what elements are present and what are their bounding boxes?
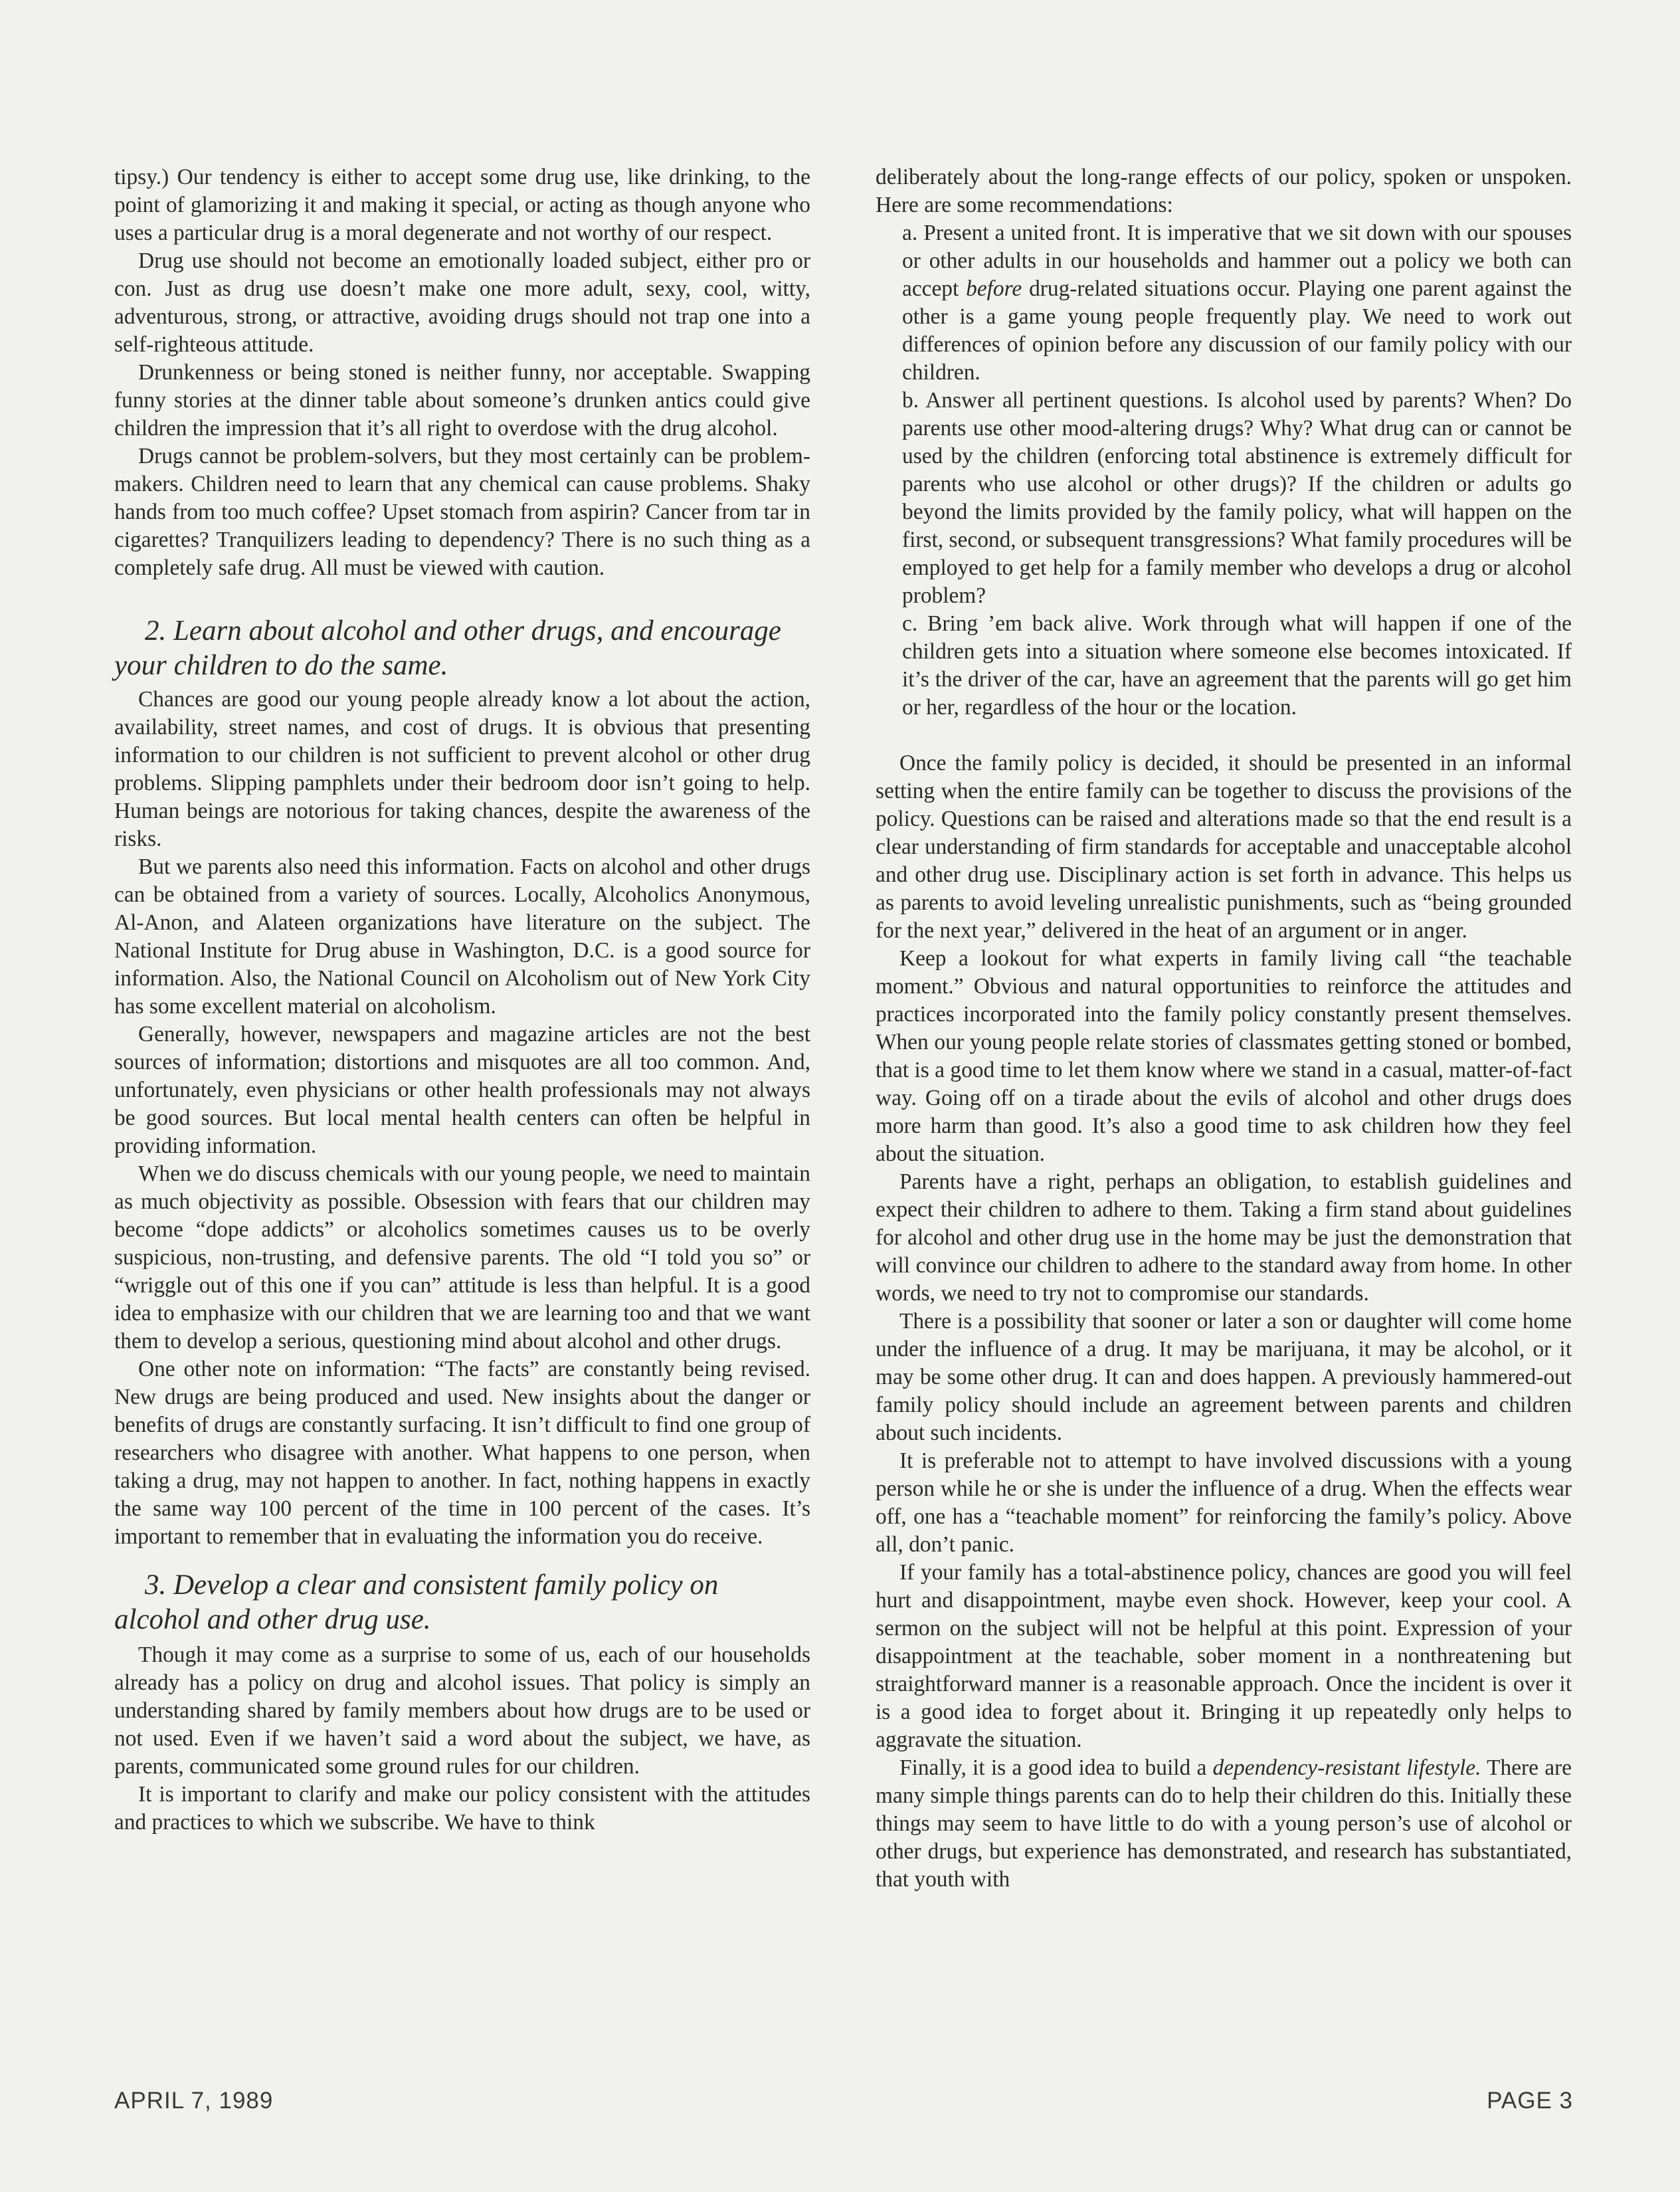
p8-text-cont: There are many simple things parents can do to help their children do this. Initially these things may seem to have little to do with a young person’s use of alcohol or other drugs, but experience has demonstrated, and research has substantiated, that youth with [876, 1755, 1572, 1892]
left-column [114, 163, 810, 1837]
section-heading-2: 2. Learn about alcohol and other drugs, and encourage your children to do the same. [114, 615, 781, 681]
paragraph: Once the family policy is decided, it should be presented in an informal setting when the entire family can be together to discuss the provisions of the policy. Questions can be raised and alterations made so that the end result is a clear understanding of firm standards for acceptable and unacceptable alcohol and other drug use. Disciplinary action is set forth in advance. This helps us as parents to avoid leveling unrealistic punishments, such as “being grounded for the next year,” delivered in the heat of an argument or in anger. [876, 751, 1572, 943]
p8-text: Finally, it is a good idea to build a [899, 1755, 1213, 1780]
rec-a-text-cont: drug-related situations occur. Playing one parent against the other is a game young people frequently play. We need to work out differences of opinion before any discussion of our family policy with our children. [902, 276, 1572, 385]
rec-a-text: a. Present a united front. It is imperative that we sit down with our spouses or other adults in our households and hammer out a policy we both can accept [902, 221, 1572, 301]
paragraph: When we do discuss chemicals with our young people, we need to maintain as much objectivity as possible. Obsession with fears that our children may become “dope addicts” or alcoholics sometimes causes us to be overly suspicious, non-trusting, and defensive parents. The old “I told you so” or “wriggle out of this one if you can” attitude is less than helpful. It is a good idea to emphasize with our children that we are learning too and that we want them to develop a serious, questioning mind about alcohol and other drugs. [114, 1161, 810, 1353]
paragraph: There is a possibility that sooner or later a son or daughter will come home under the influence of a drug. It may be marijuana, it may be alcohol, or it may be some other drug. It can and does happen. A previously hammered-out family policy should include an agreement between parents and children about such incidents. [876, 1309, 1572, 1445]
recommendation-a [876, 219, 1572, 387]
recommendation-b: b. Answer all pertinent questions. Is alcohol used by parents? When? Do parents use other mood-altering drugs? Why? What drug can or cannot be used by the children (enforcing total abstinence is extremely difficult for parents who use alcohol or other drugs)? If the children or adults go beyond the limits provided by the family policy, what will happen on the first, second, or subsequent transgressions? What family procedures will be employed to get help for a family member who develops a drug or alcohol problem? [902, 388, 1572, 608]
paragraph: If your family has a total-abstinence policy, chances are good you will feel hurt and disappointment, maybe even shock. However, keep your cool. A sermon on the subject will not be helpful at this point. Expression of your disappointment at the teachable, sober moment in a nonthreatening but straightforward manner is a reasonable approach. Once the incident is over it is a good idea to forget about it. Bringing it up repeatedly only helps to aggravate the situation. [876, 1560, 1572, 1752]
paragraph: Generally, however, newspapers and magazine articles are not the best sources of information; distortions and misquotes are all too common. And, unfortunately, even physicians or other health professionals may not always be good sources. But local mental health centers can often be helpful in providing information. [114, 1022, 810, 1158]
recommendation-c: c. Bring ’em back alive. Work through what will happen if one of the children gets into a situation where someone else becomes intoxicated. If it’s the driver of the car, have an agreement that the parents will go get him or her, regardless of the hour or the location. [902, 611, 1572, 720]
paragraph: It is important to clarify and make our policy consistent with the attitudes and practices to which we subscribe. We have to think [114, 1782, 810, 1835]
right-column [876, 163, 1572, 1894]
paragraph [876, 1754, 1572, 1894]
rec-a-emphasis: before [966, 276, 1022, 301]
paragraph: It is preferable not to attempt to have involved discussions with a young person while he or she is under the influence of a drug. When the effects wear off, one has a “teachable moment” for reinforcing the family’s policy. Above all, don’t panic. [876, 1448, 1572, 1557]
paragraph: Drugs cannot be problem-solvers, but they most certainly can be problem-makers. Children need to learn that any chemical can cause problems. Shaky hands from too much coffee? Upset stomach from aspirin? Cancer from tar in cigarettes? Tranquilizers leading to dependency? There is no such thing as a completely safe drug. All must be viewed with caution. [114, 444, 810, 580]
paragraph: Drug use should not become an emotionally loaded subject, either pro or con. Just as drug use doesn’t make one more adult, sexy, cool, witty, adventurous, strong, or attractive, avoiding drugs should not trap one into a self-righteous attitude. [114, 249, 810, 357]
paragraph: Parents have a right, perhaps an obligation, to establish guidelines and expect their children to adhere to them. Taking a firm stand about guidelines for alcohol and other drug use in the home may be just the demonstration that will convince our children to adhere to the standard away from home. In other words, we need to try not to compromise our standards. [876, 1169, 1572, 1306]
paragraph: tipsy.) Our tendency is either to accept some drug use, like drinking, to the point of glamorizing it and making it special, or acting as though anyone who uses a particular drug is a moral degenerate and not worthy of our respect. [114, 165, 810, 245]
paragraph: deliberately about the long-range effects of our policy, spoken or unspoken. Here are some recommendations: [876, 165, 1572, 217]
paragraph: But we parents also need this information. Facts on alcohol and other drugs can be obtained from a variety of sources. Locally, Alcoholics Anonymous, Al-Anon, and Alateen organizations have literature on the subject. The National Institute for Drug abuse in Washington, D.C. is a good source for information. Also, the National Council on Alcoholism out of New York City has some excellent material on alcoholism. [114, 854, 810, 1019]
footer-page-number: PAGE 3 [1487, 2088, 1573, 2114]
paragraph: Drunkenness or being stoned is neither funny, nor acceptable. Swapping funny stories at the dinner table about someone’s drunken antics could give children the impression that it’s all right to overdose with the drug alcohol. [114, 360, 810, 441]
footer-date: APRIL 7, 1989 [114, 2088, 274, 2114]
p8-emphasis: dependency-resistant lifestyle. [1212, 1755, 1481, 1780]
paragraph: One other note on information: “The facts” are constantly being revised. New drugs are being produced and used. New insights about the danger or benefits of drugs are constantly surfacing. It isn’t difficult to find one group of researchers who disagree with another. What happens to one person, when taking a drug, may not happen to another. In fact, nothing happens in exactly the same way 100 percent of the time in 100 percent of the cases. It’s important to remember that in evaluating the information you do receive. [114, 1357, 810, 1549]
paragraph: Though it may come as a surprise to some of us, each of our households already has a policy on drug and alcohol issues. That policy is simply an understanding shared by family members about how drugs are to be used or not used. Even if we haven’t said a word about the subject, we have, as parents, communicated some ground rules for our children. [114, 1643, 810, 1779]
paragraph: Keep a lookout for what experts in family living call “the teachable moment.” Obvious and natural opportunities to reinforce the attitudes and practices incorporated into the family policy constantly present themselves. When our young people relate stories of classmates getting stoned or bombed, that is a good time to let them know where we stand in a casual, matter-of-fact way. Going off on a tirade about the evils of alcohol and other drugs does more harm than good. It’s also a good time to ask children how they feel about the situation. [876, 946, 1572, 1166]
paragraph: Chances are good our young people already know a lot about the action, availability, street names, and cost of drugs. It is obvious that presenting information to our children is not sufficient to prevent alcohol or other drug problems. Slipping pamphlets under their bedroom door isn’t going to help. Human beings are notorious for taking chances, despite the awareness of the risks. [114, 687, 810, 851]
section-heading-3: 3. Develop a clear and consistent family policy on alcohol and other drug use. [114, 1569, 719, 1635]
